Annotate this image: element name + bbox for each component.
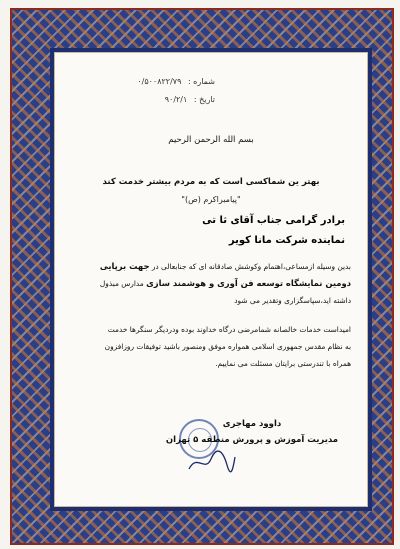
body-line bbox=[67, 258, 351, 275]
body-line-text: مدارس مبذول bbox=[99, 279, 147, 288]
letter-date-row bbox=[75, 91, 215, 109]
ornamental-border bbox=[10, 8, 394, 545]
closing-line: امیداست خدمات خالصانه شمامرضی درگاه خداوند بوده ودردیگر سنگرها خدمت bbox=[107, 325, 351, 334]
body-line-bold: جهت برپایی bbox=[99, 261, 150, 271]
letter-date-label: تاریخ : bbox=[193, 95, 215, 104]
letter-number-value: ۰/۵۰۰۸۲۲/۷۹ bbox=[137, 77, 182, 86]
hadith-quote: بهتر ین شماکسی است که به مردم بیشتر خدمت کند bbox=[102, 177, 320, 187]
closing-line: همراه با تندرستی برایتان مسئلت می نماییم. bbox=[215, 359, 351, 368]
letter-date-value: ۹۰/۲/۱ bbox=[164, 95, 188, 104]
handwritten-signature bbox=[187, 449, 237, 475]
bismillah-heading: بسم الله الرحمن الرحیم bbox=[168, 135, 254, 145]
signer-organization: مدیریت آموزش و پرورش منطقه ۵ تهران bbox=[165, 435, 339, 445]
body-line-bold: دومین نمایشگاه توسعه فن آوری و هوشمند سازی bbox=[146, 278, 351, 288]
recipient-title: نماینده شرکت مانا کویر bbox=[228, 235, 345, 246]
letter-body bbox=[67, 258, 351, 372]
body-line-text: بدین وسیله ازمساعی،اهتمام وکوشش صادقانه ای که جنابعالی در bbox=[149, 262, 351, 271]
hadith-source: "پیامبراکرم (ص)" bbox=[181, 195, 241, 204]
body-line bbox=[67, 275, 351, 292]
closing-line: به نظام مقدس جمهوری اسلامی همواره موفق ومنصور باشید توفیقات روزافزون bbox=[104, 342, 351, 351]
body-line bbox=[67, 292, 351, 309]
body-line-text: داشته اید،سپاسگزاری وتقدیر می شود bbox=[234, 296, 351, 305]
signer-name: داوود مهاجری bbox=[222, 419, 282, 429]
letter-number-label: شماره : bbox=[187, 77, 215, 86]
salutation: برادر گرامی جناب آقای ثا تی bbox=[202, 215, 345, 226]
letter-content bbox=[54, 52, 368, 507]
signature-block bbox=[137, 419, 367, 445]
letter-meta bbox=[75, 73, 215, 109]
letter-number-row bbox=[75, 73, 215, 91]
